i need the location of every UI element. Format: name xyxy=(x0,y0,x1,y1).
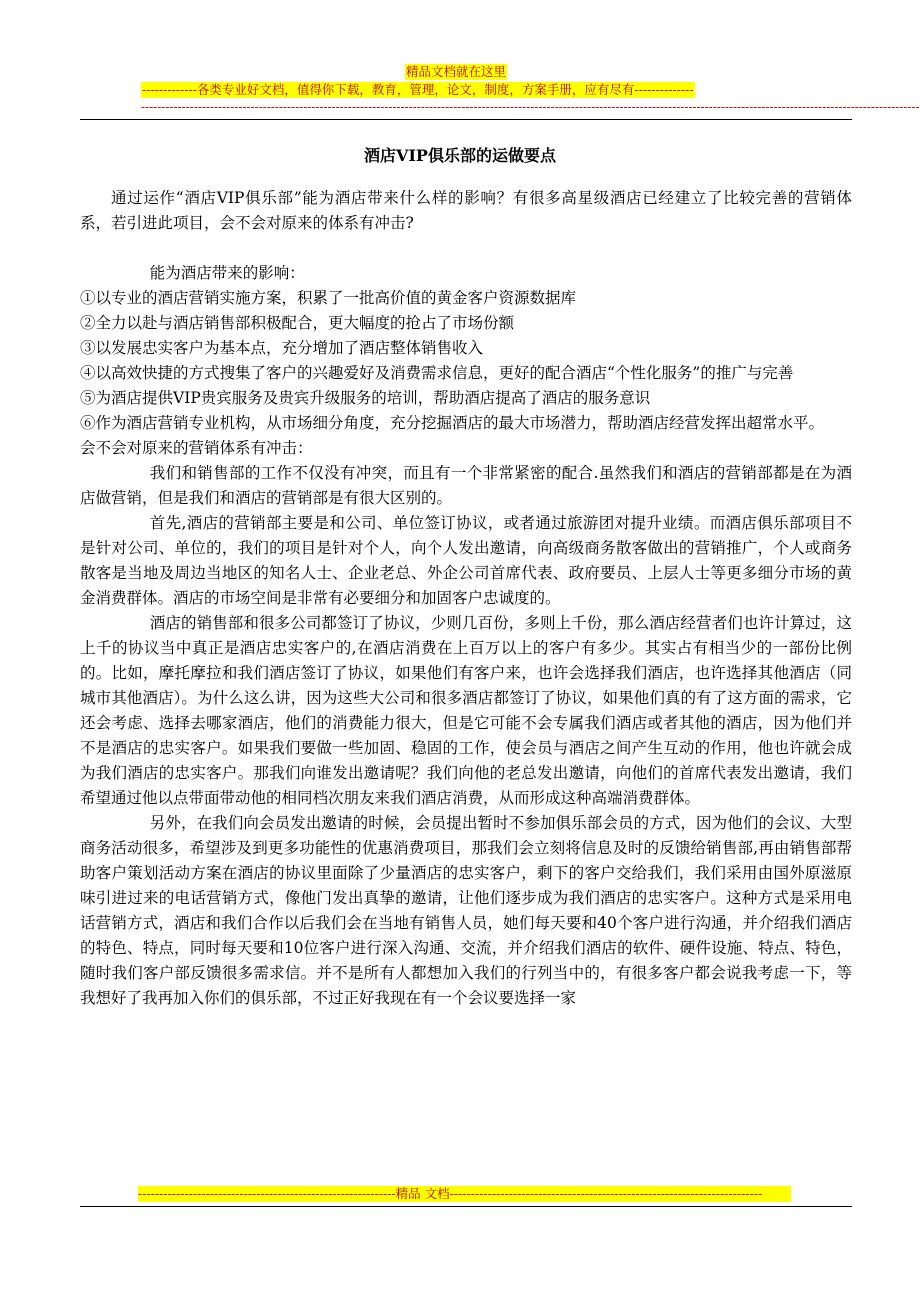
header-rule xyxy=(80,119,852,120)
banner-dash-line: ------------------------------------------------------------------------------------------------------------------------------------------------------------------------------------------------ xyxy=(141,100,920,114)
section-heading-conflict: 会不会对原来的营销体系有冲击： xyxy=(80,439,313,457)
footer-banner xyxy=(138,1186,791,1202)
list-item-4: ④以高效快捷的方式搜集了客户的兴趣爱好及消费需求信息，更好的配合酒店“个性化服务”的推广与完善 xyxy=(80,364,794,382)
body-paragraph: 首先,酒店的营销部主要是和公司、单位签订协议，或者通过旅游团对提升业绩。而酒店俱乐部项目不是针对公司、单位的，我们的项目是针对个人，向个人发出邀请，向高级商务散客做出的营销推广，个人或商务散客是当地及周边当地区的知名人士、企业老总、外企公司首席代表、政府要员、上层人士等更多细分市场的黄金消费群体。酒店的市场空间是非常有必要细分和加固客户忠诚度的。 xyxy=(80,514,852,607)
footer-rule xyxy=(80,1206,852,1207)
footer-label: 精品 文档 xyxy=(395,1186,450,1201)
list-item-1: ①以专业的酒店营销实施方案，积累了一批高价值的黄金客户资源数据库 xyxy=(80,289,577,307)
body-paragraph: 酒店的销售部和很多公司都签订了协议，少则几百份，多则上千份，那么酒店经营者们也许计算过，这上千的协议当中真正是酒店忠实客户的,在酒店消费在上百万以上的客户有多少。其实占有相当少的一部份比例的。比如，摩托摩拉和我们酒店签订了协议，如果他们有客户来，也许会选择我们酒店，也许选择其他酒店（同城市其他酒店）。为什么这么讲，因为这些大公司和很多酒店都签订了协议，如果他们真的有了这方面的需求，它还会考虑、选择去哪家酒店，他们的消费能力很大，但是它可能不会专属我们酒店或者其他的酒店，因为他们并不是酒店的忠实客户。如果我们要做一些加固、稳固的工作，使会员与酒店之间产生互动的作用，他也许就会成为我们酒店的忠实客户。那我们向谁发出邀请呢？我们向他的老总发出邀请，向他们的首席代表发出邀请，我们希望通过他以点带面带动他的相同档次朋友来我们酒店消费，从而形成这种高端消费群体。 xyxy=(80,614,852,807)
footer-right-dashes: -------------------------------------------------------------------------- xyxy=(449,1186,763,1201)
list-item-5: ⑤为酒店提供VIP贵宾服务及贵宾升级服务的培训，帮助酒店提高了酒店的服务意识 xyxy=(80,389,651,407)
footer-left-dashes: ------------------------------------------------------------- xyxy=(138,1186,396,1201)
body-paragraph: 我们和销售部的工作不仅没有冲突，而且有一个非常紧密的配合.虽然我们和酒店的营销部都是在为酒店做营销，但是我们和酒店的营销部是有很大区别的。 xyxy=(80,464,852,507)
document-title: 酒店VIP俱乐部的运做要点 xyxy=(364,146,556,165)
intro-paragraph: 通过运作“酒店VIP俱乐部”能为酒店带来什么样的影响？有很多高星级酒店已经建立了比较完善的营销体系，若引进此项目，会不会对原来的体系有冲击? xyxy=(80,189,852,232)
section-heading-impact: 能为酒店带来的影响： xyxy=(149,264,305,282)
body-paragraph: 另外，在我们向会员发出邀请的时候，会员提出暂时不参加俱乐部会员的方式，因为他们的会议、大型商务活动很多，希望涉及到更多功能性的优惠消费项目，那我们会立刻将信息及时的反馈给销售部,再由销售部帮助客户策划活动方案在酒店的协议里面除了少量酒店的忠实客户，剩下的客户交给我们，我们采用由国外原滋原味引进过来的电话营销方式，像他门发出真挚的邀请，让他们逐步成为我们酒店的忠实客户。这种方式是采用电话营销方式，酒店和我们合作以后我们会在当地有销售人员，她们每天要和40个客户进行沟通，并介绍我们酒店的特色、特点，同时每天要和10位客户进行深入沟通、交流，并介绍我们酒店的软件、硬件设施、特点、特色，随时我们客户部反馈很多需求信。并不是所有人都想加入我们的行列当中的，有很多客户都会说我考虑一下，等我想好了我再加入你们的俱乐部，不过正好我现在有一个会议要选择一家 xyxy=(80,814,852,1007)
paragraph-spacer xyxy=(80,236,852,261)
list-item-6: ⑥作为酒店营销专业机构，从市场细分角度，充分挖掘酒店的最大市场潜力，帮助酒店经营发挥出超常水平。 xyxy=(80,414,825,432)
list-item-3: ③以发展忠实客户为基本点，充分增加了酒店整体销售收入 xyxy=(80,339,484,357)
document-body xyxy=(80,186,852,1011)
list-item-2: ②全力以赴与酒店销售部积极配合，更大幅度的抢占了市场份额 xyxy=(80,314,515,332)
banner-title: 精品文档就在这里 xyxy=(406,64,507,79)
banner-subtitle: -------------各类专业好文档，值得你下载，教育，管理，论文，制度，方案手册，应有尽有-------------- xyxy=(142,82,694,97)
